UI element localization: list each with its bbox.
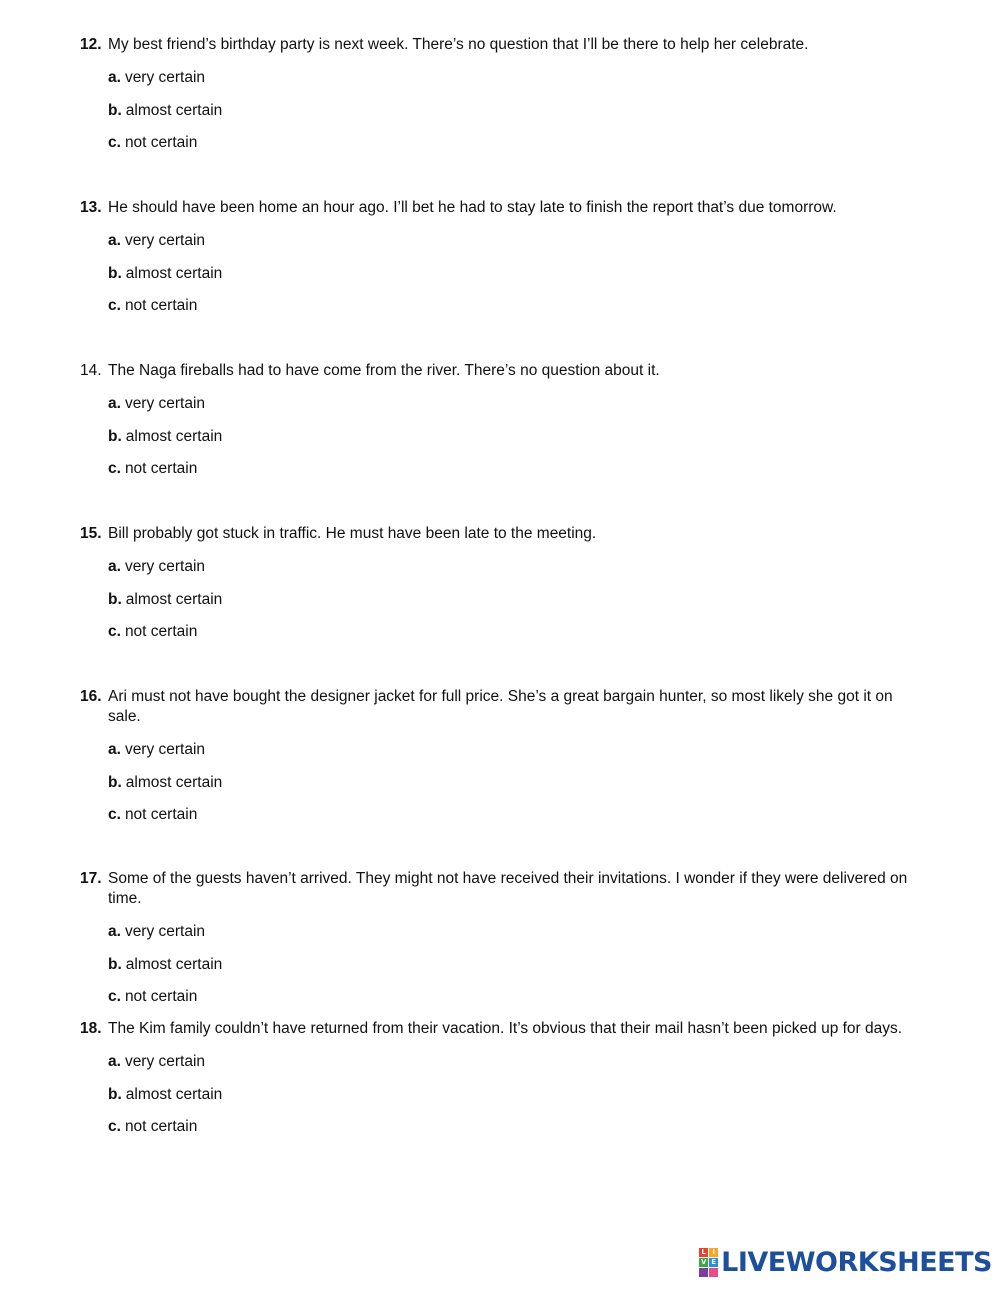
question-text: Some of the guests haven’t arrived. They might not have received their invitations. I wonder if they were delivered on time. bbox=[108, 870, 908, 907]
question-number: 16. bbox=[80, 688, 102, 705]
option-c[interactable] bbox=[108, 987, 920, 1020]
question-number: 18. bbox=[80, 1020, 102, 1037]
option-text: almost certain bbox=[125, 590, 223, 608]
option-letter: b. bbox=[108, 101, 122, 119]
option-text: not certain bbox=[124, 806, 198, 823]
question-text: Bill probably got stuck in traffic. He must have been late to the meeting. bbox=[108, 525, 597, 542]
question-stem bbox=[80, 361, 920, 381]
answer-options bbox=[108, 381, 920, 492]
question-18 bbox=[80, 1019, 920, 1150]
option-b[interactable] bbox=[108, 101, 920, 134]
logo-tile: I bbox=[709, 1248, 718, 1257]
logo-tile bbox=[709, 1268, 718, 1277]
option-letter: a. bbox=[108, 69, 121, 86]
question-number: 14. bbox=[80, 362, 102, 379]
answer-options bbox=[108, 909, 920, 1020]
question-16 bbox=[80, 687, 920, 838]
option-c[interactable] bbox=[108, 296, 920, 329]
option-letter: a. bbox=[108, 232, 121, 249]
option-text: very certain bbox=[124, 232, 206, 249]
question-stem bbox=[80, 869, 920, 909]
option-letter: c. bbox=[108, 460, 121, 477]
option-text: almost certain bbox=[125, 773, 223, 791]
answer-options bbox=[108, 727, 920, 838]
option-b[interactable] bbox=[108, 427, 920, 460]
question-text: Ari must not have bought the designer jacket for full price. She’s a great bargain hunter, so most likely she got it on sale. bbox=[108, 688, 893, 725]
option-letter: b. bbox=[108, 264, 122, 282]
answer-options bbox=[108, 55, 920, 166]
question-text: The Kim family couldn’t have returned from their vacation. It’s obvious that their mail hasn’t been picked up for days. bbox=[108, 1020, 903, 1037]
option-letter: c. bbox=[108, 297, 121, 314]
question-stem bbox=[80, 1019, 920, 1039]
logo-tile bbox=[699, 1268, 708, 1277]
option-b[interactable] bbox=[108, 590, 920, 623]
answer-options bbox=[108, 544, 920, 655]
option-text: not certain bbox=[124, 1118, 198, 1135]
option-text: not certain bbox=[124, 988, 198, 1005]
option-letter: c. bbox=[108, 988, 121, 1005]
option-text: very certain bbox=[124, 741, 206, 758]
option-letter: c. bbox=[108, 623, 121, 640]
option-letter: c. bbox=[108, 134, 121, 151]
option-letter: a. bbox=[108, 923, 121, 940]
option-c[interactable] bbox=[108, 622, 920, 655]
question-12 bbox=[80, 35, 920, 166]
question-stem bbox=[80, 524, 920, 544]
option-letter: b. bbox=[108, 427, 122, 445]
option-b[interactable] bbox=[108, 264, 920, 297]
option-text: very certain bbox=[124, 923, 206, 940]
question-text: He should have been home an hour ago. I’ll bet he had to stay late to finish the report that’s due tomorrow. bbox=[108, 199, 837, 216]
option-letter: b. bbox=[108, 955, 122, 973]
option-text: almost certain bbox=[125, 264, 223, 282]
question-stem bbox=[80, 687, 920, 727]
option-text: very certain bbox=[124, 558, 206, 575]
option-c[interactable] bbox=[108, 133, 920, 166]
liveworksheets-logo bbox=[699, 1247, 992, 1277]
logo-tile: V bbox=[700, 1257, 707, 1266]
option-letter: b. bbox=[108, 1085, 122, 1103]
option-c[interactable] bbox=[108, 459, 920, 492]
question-text: My best friend’s birthday party is next week. There’s no question that I’ll be there to help her celebrate. bbox=[108, 36, 809, 53]
option-a[interactable] bbox=[108, 68, 920, 101]
question-number: 13. bbox=[80, 199, 102, 216]
logo-tile: E bbox=[709, 1258, 718, 1267]
option-text: almost certain bbox=[125, 955, 223, 973]
option-text: not certain bbox=[124, 623, 198, 640]
option-text: very certain bbox=[124, 69, 206, 86]
question-stem bbox=[80, 198, 920, 218]
logo-tile: L bbox=[699, 1248, 708, 1257]
option-letter: c. bbox=[108, 806, 121, 823]
question-13 bbox=[80, 198, 920, 329]
option-text: not certain bbox=[124, 460, 198, 477]
option-a[interactable] bbox=[108, 1052, 920, 1085]
option-b[interactable] bbox=[108, 955, 920, 988]
option-letter: b. bbox=[108, 590, 122, 608]
question-text: The Naga fireballs had to have come from the river. There’s no question about it. bbox=[108, 362, 660, 379]
option-a[interactable] bbox=[108, 231, 920, 264]
option-letter: a. bbox=[108, 395, 121, 412]
option-a[interactable] bbox=[108, 394, 920, 427]
option-text: very certain bbox=[124, 1053, 206, 1070]
option-a[interactable] bbox=[108, 740, 920, 773]
option-text: almost certain bbox=[125, 427, 223, 445]
answer-options bbox=[108, 218, 920, 329]
liveworksheets-logo-icon bbox=[699, 1248, 718, 1277]
option-b[interactable] bbox=[108, 773, 920, 806]
option-letter: a. bbox=[108, 741, 121, 758]
option-letter: b. bbox=[108, 773, 122, 791]
option-c[interactable] bbox=[108, 1117, 920, 1150]
question-number: 17. bbox=[80, 870, 102, 887]
option-text: almost certain bbox=[125, 1085, 223, 1103]
option-letter: c. bbox=[108, 1118, 121, 1135]
question-17 bbox=[80, 869, 920, 1020]
option-c[interactable] bbox=[108, 805, 920, 838]
option-b[interactable] bbox=[108, 1085, 920, 1118]
question-number: 12. bbox=[80, 36, 102, 53]
answer-options bbox=[108, 1039, 920, 1150]
question-15 bbox=[80, 524, 920, 655]
option-text: very certain bbox=[124, 395, 206, 412]
option-letter: a. bbox=[108, 558, 121, 575]
option-a[interactable] bbox=[108, 922, 920, 955]
option-a[interactable] bbox=[108, 557, 920, 590]
question-number: 15. bbox=[80, 525, 102, 542]
option-text: not certain bbox=[124, 134, 198, 151]
question-stem bbox=[80, 35, 920, 55]
option-text: almost certain bbox=[125, 101, 223, 119]
liveworksheets-logo-text: LIVEWORKSHEETS bbox=[721, 1246, 992, 1278]
option-letter: a. bbox=[108, 1053, 121, 1070]
question-14 bbox=[80, 361, 920, 492]
option-text: not certain bbox=[124, 297, 198, 314]
